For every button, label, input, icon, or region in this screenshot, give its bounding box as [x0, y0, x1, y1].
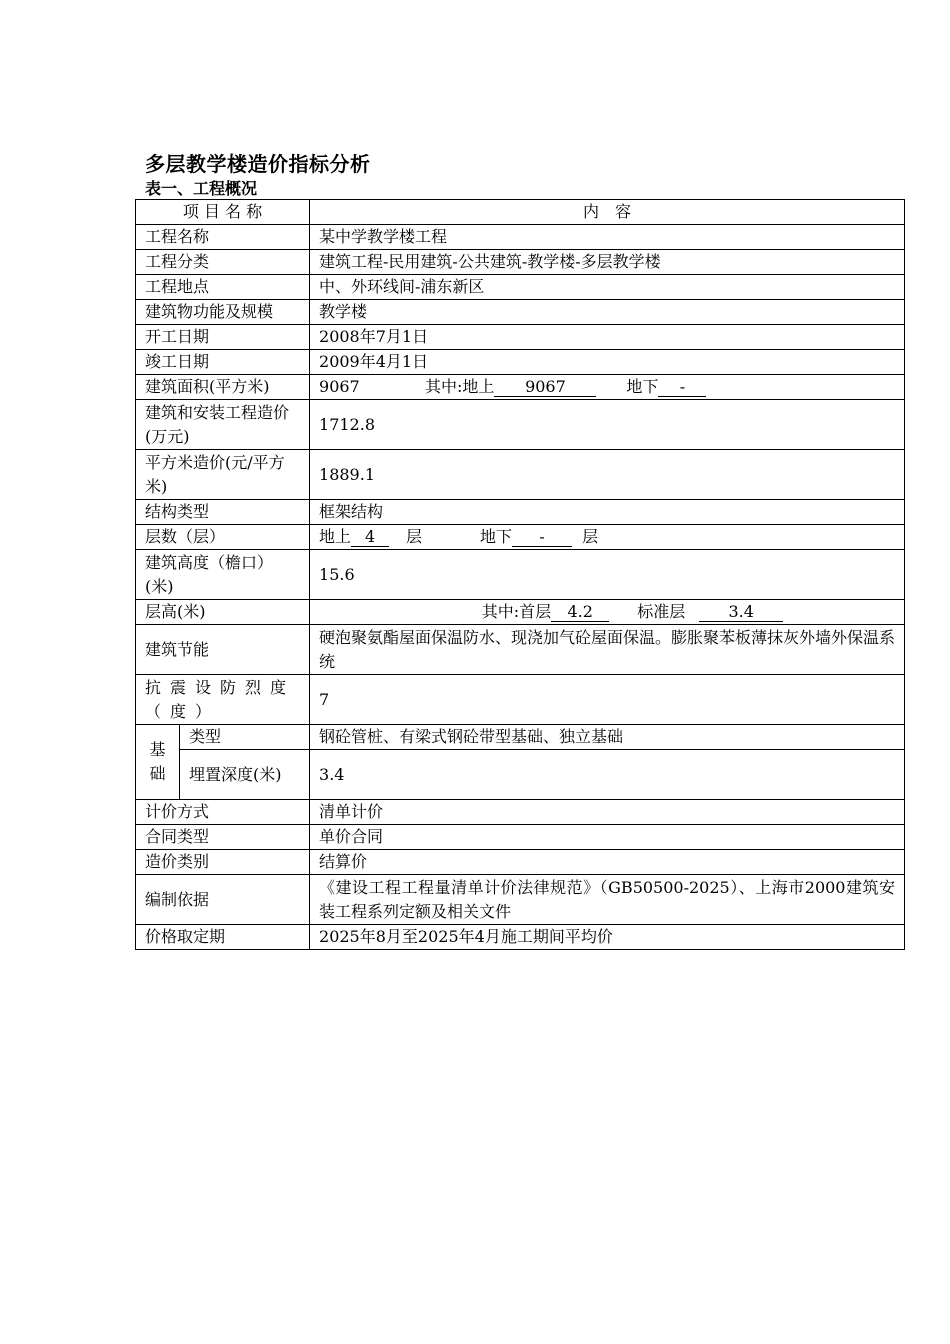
row-label: 价格取定期	[136, 925, 310, 950]
floors-above-unit: 层	[406, 527, 423, 546]
table-caption: 表一、工程概况	[145, 179, 258, 198]
row-value: 清单计价	[310, 800, 905, 825]
row-label: 建筑物功能及规模	[136, 300, 310, 325]
table-row	[136, 875, 905, 925]
row-value: 建筑工程-民用建筑-公共建筑-教学楼-多层教学楼	[310, 250, 905, 275]
table-row	[136, 725, 905, 750]
row-label: 建筑节能	[136, 625, 310, 675]
floors-above-label: 地上	[319, 527, 352, 546]
area-total: 9067	[319, 377, 360, 396]
row-value: 7	[310, 675, 905, 725]
area-below-value: -	[658, 377, 706, 397]
area-above-label: 其中:地上	[425, 377, 495, 396]
row-value	[310, 525, 905, 550]
row-label: 开工日期	[136, 325, 310, 350]
row-value: 某中学教学楼工程	[310, 225, 905, 250]
row-label: 层数（层）	[136, 525, 310, 550]
row-value: 2025年8月至2025年4月施工期间平均价	[310, 925, 905, 950]
row-value: 框架结构	[310, 500, 905, 525]
row-label: 计价方式	[136, 800, 310, 825]
row-label: 造价类别	[136, 850, 310, 875]
table-row	[136, 325, 905, 350]
row-value: 15.6	[310, 550, 905, 600]
area-below-label: 地下	[626, 377, 659, 396]
row-value: 3.4	[310, 750, 905, 800]
table-row	[136, 525, 905, 550]
row-label: 工程分类	[136, 250, 310, 275]
table-row	[136, 925, 905, 950]
first-floor-label: 其中:首层	[481, 602, 552, 621]
row-label: 类型	[180, 725, 310, 750]
row-value	[310, 375, 905, 400]
table-row	[136, 500, 905, 525]
table-row	[136, 625, 905, 675]
row-label: 层高(米)	[136, 600, 310, 625]
first-floor-value: 4.2	[551, 602, 609, 622]
row-value: 钢砼管桩、有梁式钢砼带型基础、独立基础	[310, 725, 905, 750]
std-floor-value: 3.4	[699, 602, 783, 622]
row-value: 结算价	[310, 850, 905, 875]
row-value: 《建设工程工程量清单计价法律规范》（GB50500-2025）、上海市2000建筑安装工程系列定额及相关文件	[310, 875, 905, 925]
row-label: 工程地点	[136, 275, 310, 300]
table-row	[136, 250, 905, 275]
row-label: 合同类型	[136, 825, 310, 850]
table-header-row	[136, 200, 905, 225]
row-label: 埋置深度(米)	[180, 750, 310, 800]
row-label: 编制依据	[136, 875, 310, 925]
floors-below-value: -	[512, 527, 572, 547]
header-item: 项 目 名 称	[136, 200, 310, 225]
row-value: 1889.1	[310, 450, 905, 500]
table-row	[136, 375, 905, 400]
table-row	[136, 450, 905, 500]
table-row	[136, 825, 905, 850]
row-value: 2009年4月1日	[310, 350, 905, 375]
row-label: 结构类型	[136, 500, 310, 525]
row-value	[310, 600, 905, 625]
table-row	[136, 550, 905, 600]
row-value: 单价合同	[310, 825, 905, 850]
floors-below-unit: 层	[582, 527, 599, 546]
table-row	[136, 800, 905, 825]
foundation-label-text: 基础	[149, 740, 166, 783]
std-floor-label: 标准层	[637, 602, 686, 621]
row-label: 竣工日期	[136, 350, 310, 375]
row-label: 建筑和安装工程造价(万元)	[136, 400, 310, 450]
table-row	[136, 850, 905, 875]
row-value: 教学楼	[310, 300, 905, 325]
row-value: 2008年7月1日	[310, 325, 905, 350]
row-label: 抗震设防烈度（度）	[136, 675, 310, 725]
table-row	[136, 225, 905, 250]
row-label: 建筑高度（檐口）(米)	[136, 550, 310, 600]
header-content: 内 容	[310, 200, 905, 225]
floors-above-value: 4	[351, 527, 389, 547]
row-label: 工程名称	[136, 225, 310, 250]
table-row	[136, 300, 905, 325]
project-overview-table	[135, 199, 905, 950]
table-row	[136, 275, 905, 300]
row-label: 平方米造价(元/平方米)	[136, 450, 310, 500]
page-title: 多层教学楼造价指标分析	[145, 152, 371, 176]
table-row	[136, 675, 905, 725]
table-row	[136, 750, 905, 800]
table-row	[136, 600, 905, 625]
row-value: 硬泡聚氨酯屋面保温防水、现浇加气砼屋面保温。膨胀聚苯板薄抹灰外墙外保温系统	[310, 625, 905, 675]
table-row	[136, 400, 905, 450]
row-label: 建筑面积(平方米)	[136, 375, 310, 400]
table-row	[136, 350, 905, 375]
row-value: 中、外环线间-浦东新区	[310, 275, 905, 300]
row-value: 1712.8	[310, 400, 905, 450]
area-above-value: 9067	[494, 377, 596, 397]
floors-below-label: 地下	[480, 527, 513, 546]
foundation-label	[136, 725, 180, 800]
